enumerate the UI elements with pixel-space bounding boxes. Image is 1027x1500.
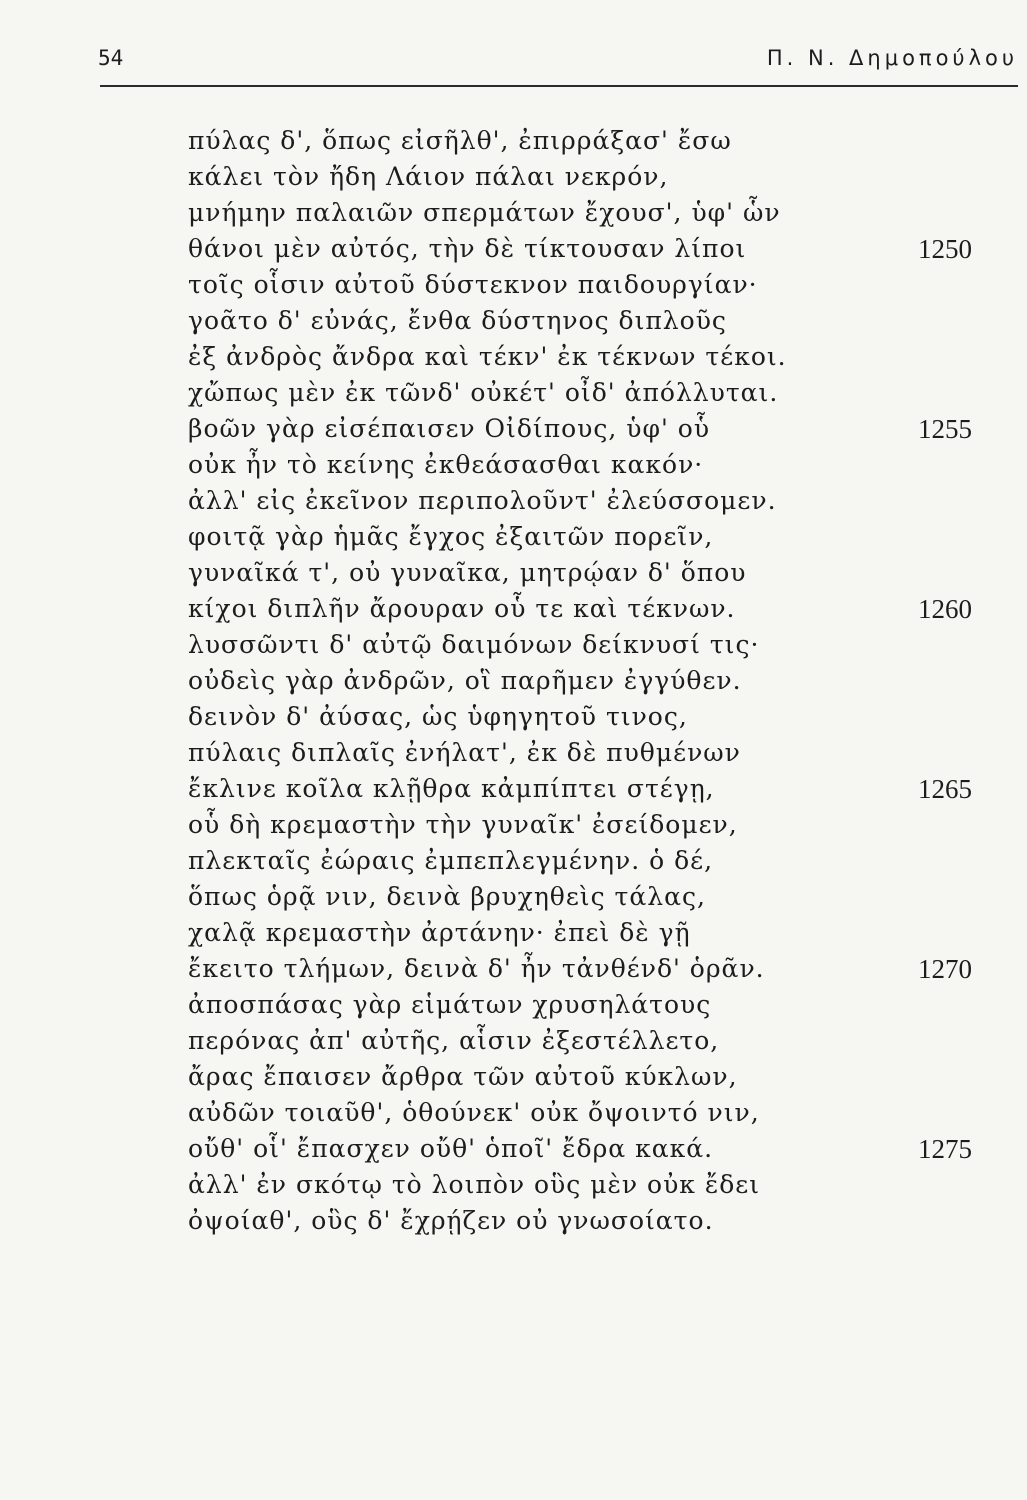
verse-line: [188, 987, 848, 1023]
verse-line: [188, 339, 848, 375]
verse-line: [188, 555, 848, 591]
verse-line-number: 1260: [918, 594, 972, 624]
verse-line: [188, 915, 848, 951]
verse-line: [188, 771, 972, 807]
verse-line: [188, 1131, 972, 1167]
verse-text: δεινὸν δ' ἀύσας, ὡς ὑφηγητοῦ τινος,: [188, 702, 688, 731]
verse-line: [188, 591, 972, 627]
verse-line: [188, 1203, 848, 1239]
verse-text: οὐκ ἦν τὸ κείνης ἐκθεάσασθαι κακόν·: [188, 450, 704, 479]
verse-text: πύλας δ', ὅπως εἰσῆλθ', ἐπιρράξασ' ἔσω: [188, 126, 732, 155]
verse-line: [188, 879, 848, 915]
verse-line: [188, 843, 848, 879]
verse-line: [188, 1095, 848, 1131]
verse-line: [188, 519, 848, 555]
verse-text: ἀλλ' εἰς ἐκεῖνον περιπολοῦντ' ἐλεύσσομεν.: [188, 486, 777, 515]
verse-text: μνήμην παλαιῶν σπερμάτων ἔχουσ', ὑφ' ὧν: [188, 198, 781, 227]
verse-line-number: 1250: [918, 234, 972, 264]
verse-text: οὗ δὴ κρεμαστὴν τὴν γυναῖκ' ἐσείδομεν,: [188, 810, 738, 839]
running-head: Π. Ν. Δημοπούλου: [766, 46, 1018, 70]
verse-line: [188, 447, 848, 483]
verse-line: [188, 375, 848, 411]
verse-line: [188, 123, 848, 159]
verse-text: γυναῖκά τ', οὐ γυναῖκα, μητρῴαν δ' ὅπου: [188, 558, 747, 587]
verse-line: [188, 1023, 848, 1059]
verse-line: [188, 231, 972, 267]
verse-line: [188, 735, 848, 771]
verse-text: πύλαις διπλαῖς ἐνήλατ', ἐκ δὲ πυθμένων: [188, 738, 741, 767]
verse-text: τοῖς οἷσιν αὐτοῦ δύστεκνον παιδουργίαν·: [188, 270, 758, 299]
verse-text: λυσσῶντι δ' αὐτῷ δαιμόνων δείκνυσί τις·: [188, 630, 760, 659]
verse-text: θάνοι μὲν αὐτός, τὴν δὲ τίκτουσαν λίποι: [188, 234, 747, 263]
poem-text: [188, 123, 972, 1239]
verse-text: ἀποσπάσας γὰρ εἱμάτων χρυσηλάτους: [188, 990, 712, 1019]
header-rule: [100, 85, 1018, 87]
verse-text: γοᾶτο δ' εὐνάς, ἔνθα δύστηνος διπλοῦς: [188, 306, 727, 335]
verse-line: [188, 267, 848, 303]
verse-text: κάλει τὸν ἤδη Λάιον πάλαι νεκρόν,: [188, 162, 669, 191]
page-header: [98, 43, 1018, 83]
verse-text: αὐδῶν τοιαῦθ', ὁθούνεκ' οὐκ ὄψοιντό νιν,: [188, 1098, 760, 1127]
verse-text: κίχοι διπλῆν ἄρουραν οὗ τε καὶ τέκνων.: [188, 594, 736, 623]
verse-line: [188, 411, 972, 447]
verse-line: [188, 663, 848, 699]
verse-text: βοῶν γὰρ εἰσέπαισεν Οἰδίπους, ὑφ' οὗ: [188, 414, 711, 443]
verse-line-number: 1270: [918, 954, 972, 984]
verse-text: ὀψοίαθ', οὓς δ' ἔχρῄζεν οὐ γνωσοίατο.: [188, 1206, 714, 1235]
verse-text: ἔκειτο τλήμων, δεινὰ δ' ἦν τἀνθένδ' ὁρᾶν.: [188, 954, 765, 983]
verse-text: ἔκλινε κοῖλα κλῇθρα κἀμπίπτει στέγῃ,: [188, 774, 715, 803]
verse-line: [188, 951, 972, 987]
verse-line-number: 1275: [918, 1134, 972, 1164]
verse-text: περόνας ἀπ' αὐτῆς, αἷσιν ἐξεστέλλετο,: [188, 1026, 720, 1055]
verse-line: [188, 1167, 848, 1203]
verse-text: φοιτᾷ γὰρ ἡμᾶς ἔγχος ἐξαιτῶν πορεῖν,: [188, 522, 714, 551]
page-number: 54: [98, 46, 124, 70]
verse-text: ὅπως ὁρᾷ νιν, δεινὰ βρυχηθεὶς τάλας,: [188, 882, 706, 911]
verse-text: χαλᾷ κρεμαστὴν ἀρτάνην· ἐπεὶ δὲ γῇ: [188, 918, 691, 947]
verse-line: [188, 699, 848, 735]
verse-line: [188, 627, 848, 663]
verse-text: πλεκταῖς ἐώραις ἐμπεπλεγμένην. ὁ δέ,: [188, 846, 714, 875]
verse-text: χὤπως μὲν ἐκ τῶνδ' οὐκέτ' οἶδ' ἀπόλλυται.: [188, 378, 779, 407]
verse-line: [188, 159, 848, 195]
verse-line: [188, 483, 848, 519]
verse-line-number: 1255: [918, 414, 972, 444]
verse-line-number: 1265: [918, 774, 972, 804]
verse-line: [188, 303, 848, 339]
verse-text: ἐξ ἀνδρὸς ἄνδρα καὶ τέκν' ἐκ τέκνων τέκοι.: [188, 342, 787, 371]
verse-line: [188, 807, 848, 843]
verse-text: οὐδεὶς γὰρ ἀνδρῶν, οἳ παρῆμεν ἐγγύθεν.: [188, 666, 742, 695]
verse-line: [188, 1059, 848, 1095]
verse-line: [188, 195, 848, 231]
verse-text: οὔθ' οἷ' ἔπασχεν οὔθ' ὁποῖ' ἔδρα κακά.: [188, 1134, 714, 1163]
verse-text: ἄρας ἔπαισεν ἄρθρα τῶν αὐτοῦ κύκλων,: [188, 1062, 738, 1091]
verse-text: ἀλλ' ἐν σκότῳ τὸ λοιπὸν οὓς μὲν οὐκ ἔδει: [188, 1170, 761, 1199]
